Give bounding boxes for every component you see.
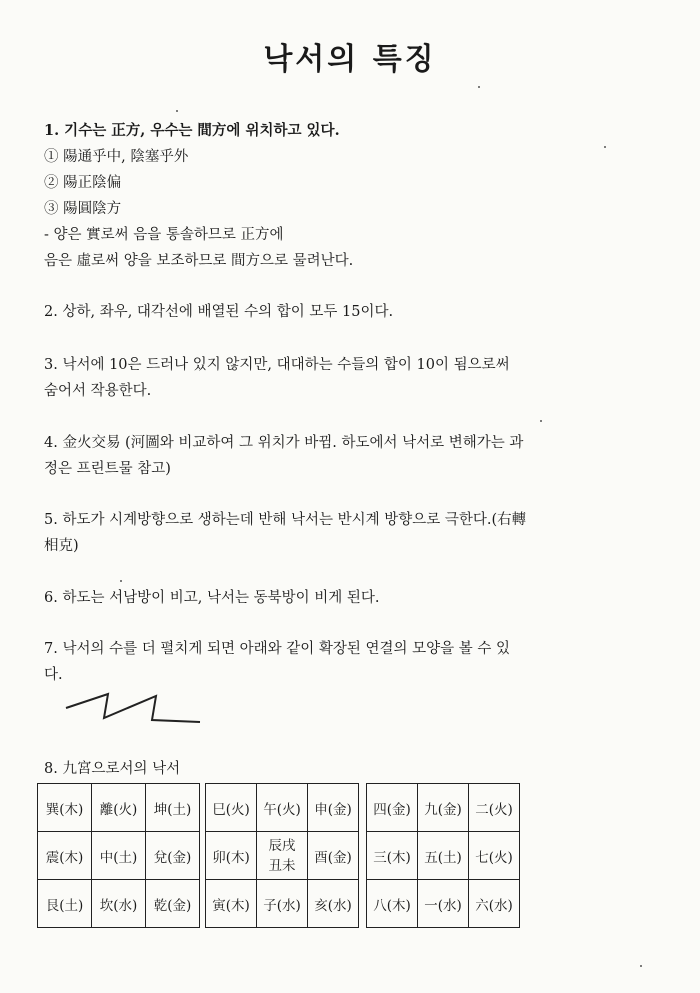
scan-speck [176,110,178,112]
grid-cell: 九(金) [418,784,469,832]
item-8-heading: 8. 九宮으로서의 낙서 [44,761,181,777]
grid-cell: 坤(土) [146,784,200,832]
nine-palace-number-grid [366,783,520,928]
grid-cell: 酉(金) [308,832,359,880]
grid-cell: 五(土) [418,832,469,880]
grid-cell: 二(火) [469,784,520,832]
grid-cell: 四(金) [367,784,418,832]
scan-speck [540,420,542,422]
item-7-line-2: 다. [44,667,63,683]
grid-cell: 兌(金) [146,832,200,880]
item-3-line-1: 3. 낙서에 10은 드러나 있지 않지만, 대대하는 수들의 합이 10이 됨으로써 [44,357,510,373]
grid-cell: 乾(金) [146,880,200,928]
grid-cell: 艮(土) [38,880,92,928]
item-1-sub-3: ③ 陽圓陰方 [44,201,122,217]
scan-speck [640,965,642,967]
grid-cell: 坎(水) [92,880,146,928]
item-1-note-1: - 양은 實로써 음을 통솔하므로 正方에 [44,227,284,243]
grid-cell: 八(木) [367,880,418,928]
item-5-line-1: 5. 하도가 시계방향으로 생하는데 반해 낙서는 반시계 방향으로 극한다.(右轉 [44,512,527,528]
item-1-sub-1: ① 陽通乎中, 陰塞乎外 [44,149,189,165]
grid-cell: 一(水) [418,880,469,928]
item-2: 2. 상하, 좌우, 대각선에 배열된 수의 합이 모두 15이다. [44,304,394,320]
item-4-line-2: 정은 프린트물 참고) [44,461,171,477]
grid-cell: 離(火) [92,784,146,832]
item-3-line-2: 숨어서 작용한다. [44,383,152,399]
item-6: 6. 하도는 서남방이 비고, 낙서는 동북방이 비게 된다. [44,590,380,606]
grid-cell: 卯(木) [206,832,257,880]
scan-speck [478,86,480,88]
grid-cell: 巳(火) [206,784,257,832]
item-1-note-2: 음은 虛로써 양을 보조하므로 間方으로 물려난다. [44,253,354,269]
grid-cell: 中(土) [92,832,146,880]
nine-palace-branch-grid [205,783,359,928]
item-7-line-1: 7. 낙서의 수를 더 펼치게 되면 아래와 같이 확장된 연결의 모양을 볼 수 있 [44,641,510,657]
grid-cell: 午(火) [257,784,308,832]
scan-speck [604,146,606,148]
nine-palace-trigram-grid [37,783,200,928]
grid-cell: 寅(木) [206,880,257,928]
item-1-sub-2: ② 陽正陰偏 [44,175,122,191]
grid-cell-center [257,832,308,880]
item-1-heading: 1. 기수는 正方, 우수는 間方에 위치하고 있다. [44,122,340,139]
zigzag-diagram [64,690,214,730]
grid-cell: 七(火) [469,832,520,880]
center-bottom-text: 丑未 [268,857,296,874]
scan-speck [120,580,122,582]
grid-cell: 巽(木) [38,784,92,832]
item-5-line-2: 相克) [44,538,79,554]
grid-cell: 三(木) [367,832,418,880]
center-top-text: 辰戌 [268,837,296,854]
grid-cell: 申(金) [308,784,359,832]
grid-cell: 震(木) [38,832,92,880]
grid-cell: 子(水) [257,880,308,928]
item-4-line-1: 4. 金火交易 (河圖와 비교하여 그 위치가 바뀜. 하도에서 낙서로 변해가는 과 [44,435,524,451]
grid-cell: 六(水) [469,880,520,928]
page-title: 낙서의 특징 [263,42,437,77]
grid-cell: 亥(水) [308,880,359,928]
